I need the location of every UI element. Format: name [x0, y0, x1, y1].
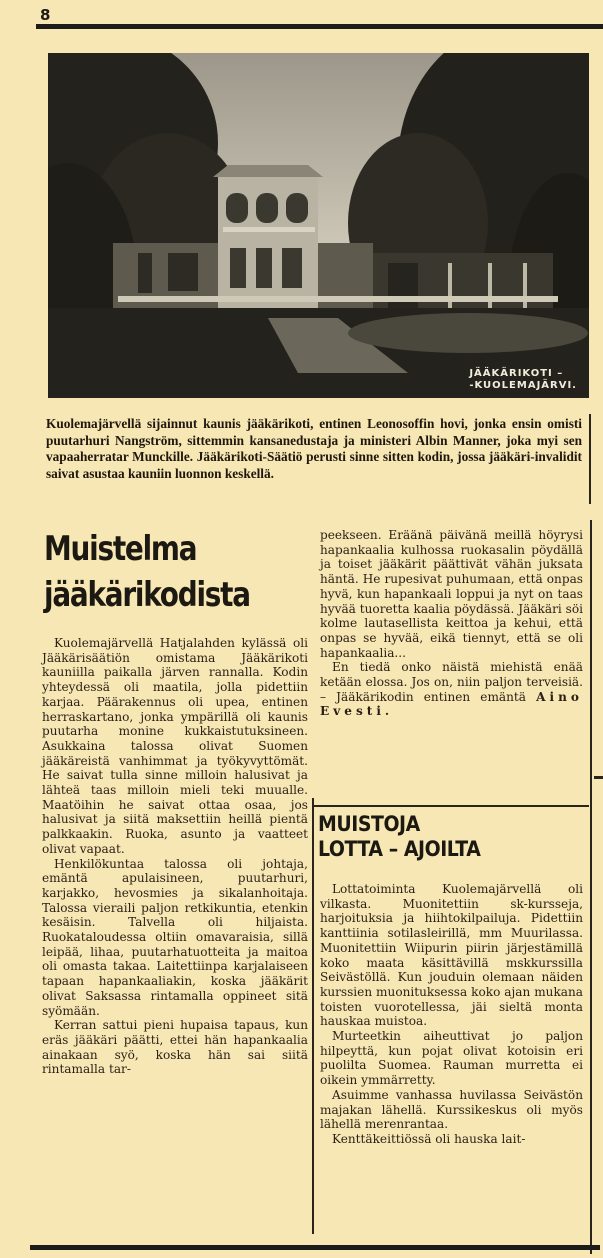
article-body-column-1	[42, 636, 308, 1077]
section-divider	[312, 805, 589, 807]
column-divider	[594, 776, 603, 779]
author-signature: Aino Evesti.	[320, 689, 583, 719]
article-headline	[44, 526, 257, 618]
body-paragraph: Kuolemajärvellä Hatjalahden kylässä oli Jääkärisäätiön omistama Jääkärikoti kauniilla paikalla järven rannalla. Kodin yhteydessä oli maatila, jolla pidettiin karjaa. Päärakennus oli upea, entinen herraskartano, jonka ympärillä oli kaunis puutarha monine kukkaistutuksineen. Asukkaina talossa olivat Suomen jääkäreistä vanhimmat ja työkyvyttömät. He saivat tulla sinne milloin halusivat ja lähteä taas milloin mieli teki muualle. Maatöihin he saivat ottaa osaa, jos halusivat ja siitä maksettiin heillä pientä palkkaakin. Ruoka, asunto ja vaatteet olivat vapaat.	[42, 636, 308, 856]
body-paragraph: Kerran sattui pieni hupaisa tapaus, kun eräs jääkäri päätti, ettei hän hapankaalia ainakaan syö, koska hän sai siitä rintamalla tar-	[42, 1018, 308, 1077]
body-paragraph: peekseen. Eräänä päivänä meillä höyrysi hapankaalia kulhossa ruokasalin pöydällä ja toiset jääkärit päättivät vähän juksata häntä. He rupesivat puhumaan, että onpas hyvä, kun hapankaali loppui ja nyt on taas hyvää tuoretta kaalia pöydässä. Jääkäri söi kolme lautasellista keittoa ja kehui, että onpas se hyvää, eikä tiennyt, että se oli hapankaalia...	[320, 528, 583, 660]
column-divider	[312, 798, 314, 1234]
article-2-headline	[318, 812, 561, 862]
body-paragraph: Murteetkin aiheuttivat jo paljon hilpeyttä, kun pojat olivat kotoisin eri puolilta Suomea. Rauman murretta ei oikein ymmärretty.	[320, 1029, 583, 1088]
headline-line: LOTTA – AJOILTA	[318, 837, 481, 861]
photo-label	[469, 368, 577, 392]
page-number: 8	[40, 6, 51, 24]
photo-caption: Kuolemajärvellä sijainnut kaunis jääkärikoti, entinen Leonosoffin hovi, jonka ensin omisti puutarhuri Nangström, sittemmin kansanedustaja ja ministeri Albin Manner, joka myi sen vapaaherratar Munckille. Jääkärikoti-Säätiö perusti sinne sitten kodin, jossa jääkäri-invalidit saivat asustaa kauniin luonnon keskellä.	[46, 416, 582, 481]
headline-line: Muistelma	[44, 529, 197, 569]
photo-label-line: -KUOLEMAJÄRVI.	[469, 380, 577, 391]
body-paragraph	[320, 660, 583, 719]
column-divider	[590, 520, 592, 1254]
body-paragraph: Asuimme vanhassa huvilassa Seivästön majakan lähellä. Kurssikeskus oli myös lähellä merenrantaa.	[320, 1087, 583, 1132]
villa-photo-illustration	[48, 53, 589, 398]
article-body-column-2	[320, 528, 583, 719]
caption-divider	[589, 414, 591, 504]
photo-label-line: JÄÄKÄRIKOTI –	[469, 368, 564, 379]
closing-text: En tiedä onko näistä miehistä enää ketään elossa. Jos on, niin paljon terveisiä. – Jääkärikodin entinen emäntä	[320, 660, 583, 704]
bottom-rule	[30, 1245, 600, 1250]
headline-line: MUISTOJA	[318, 812, 420, 836]
headline-line: jääkärikodista	[44, 575, 250, 615]
article-photo	[48, 53, 589, 398]
top-rule	[36, 24, 603, 29]
body-paragraph: Kenttäkeittiössä oli hauska lait-	[332, 1131, 526, 1146]
article-2-body	[320, 882, 583, 1147]
body-paragraph: Henkilökuntaa talossa oli johtaja, emäntä apulaisineen, puutarhuri, karjakko, hevosmies ja sikalanhoitaja. Talossa vieraili paljon retkikuntia, etenkin kesäisin. Talvella oli hiljaista. Ruokataloudessa oltiin omavaraisia, sillä leipää, lihaa, puutarhatuotteita ja maitoa oli omasta takaa. Laitettiinpa karjalaiseen tapaan hapankaaliakin, koska jääkärit olivat Saksassa rintamalla oppineet sitä syömään.	[42, 856, 308, 1018]
body-paragraph: Lottatoiminta Kuolemajärvellä oli vilkasta. Muonitettiin sk-kursseja, harjoituksia ja hiihtokilpailuja. Pidettiin kanttiinia sotilasleirillä, mm Muurilassa. Muonitettiin Wiipurin piirin järjestämillä koko maata käsittävillä mskkurssilla Seivästöllä. Kun jouduin olemaan näiden kurssien muonituksessa koko ajan mukana toisten vuorotellessa, jäi sieltä monta hauskaa muistoa.	[320, 882, 583, 1029]
